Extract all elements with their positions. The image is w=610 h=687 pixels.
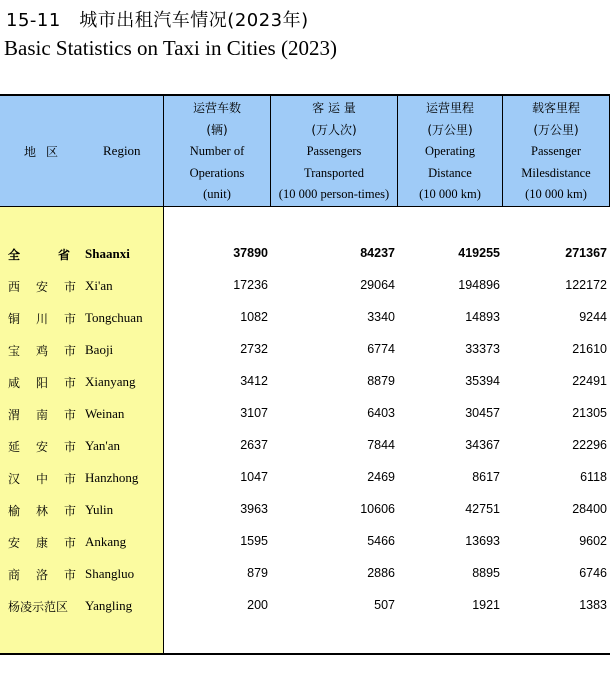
- value-cell: 1082: [240, 310, 268, 324]
- table-row: [0, 564, 610, 584]
- region-name-cn: 汉 中 市: [8, 472, 76, 486]
- table-row: [0, 596, 610, 616]
- table-row: [0, 500, 610, 520]
- header-passenger-milesdistance: [503, 96, 609, 206]
- value-cell: 879: [247, 566, 268, 580]
- value-cell: 2732: [240, 342, 268, 356]
- header-unit-cn: (万人次): [311, 122, 357, 137]
- value-cell: 1595: [240, 534, 268, 548]
- value-cell: 10606: [360, 502, 395, 516]
- value-cell: 28400: [572, 502, 607, 516]
- region-name-cn: 铜 川 市: [8, 312, 76, 326]
- region-name-cn: 全 省: [8, 248, 70, 262]
- region-name-en: Xianyang: [85, 374, 136, 389]
- value-cell: 17236: [233, 278, 268, 292]
- value-cell: 21610: [572, 342, 607, 356]
- value-cell: 22296: [572, 438, 607, 452]
- header-unit-en: (10 000 km): [525, 187, 587, 201]
- header-region-en: Region: [103, 143, 141, 158]
- value-cell: 6774: [367, 342, 395, 356]
- header-label-en: Transported: [304, 165, 364, 180]
- table-row: [0, 308, 610, 328]
- region-name-en: Baoji: [85, 342, 114, 357]
- value-cell: 8617: [472, 470, 500, 484]
- value-cell: 37890: [233, 246, 268, 260]
- region-name-cn: 咸 阳 市: [8, 376, 76, 390]
- table-row: [0, 372, 610, 392]
- value-cell: 29064: [360, 278, 395, 292]
- header-label-en: Operating: [425, 144, 475, 158]
- header-label-en: Number of: [189, 144, 245, 158]
- header-passengers-transported: [271, 96, 397, 206]
- value-cell: 7844: [367, 438, 395, 452]
- region-name-en: Hanzhong: [85, 470, 139, 485]
- table-row: [0, 404, 610, 424]
- region-name-cn: 杨凌示范区: [8, 600, 69, 614]
- value-cell: 3340: [367, 310, 395, 324]
- bottom-rule: [0, 653, 610, 655]
- header-label-cn: 运营里程: [425, 101, 474, 115]
- value-cell: 9244: [579, 310, 607, 324]
- value-cell: 194896: [458, 278, 500, 292]
- header-unit-cn: (万公里): [533, 122, 579, 137]
- table-row: [0, 340, 610, 360]
- value-cell: 14893: [465, 310, 500, 324]
- value-cell: 419255: [458, 246, 500, 260]
- title-english: Basic Statistics on Taxi in Cities (2023): [4, 36, 337, 60]
- value-cell: 22491: [572, 374, 607, 388]
- region-name-en: Shaanxi: [85, 246, 130, 261]
- header-rule: [0, 206, 610, 207]
- table-row: [0, 276, 610, 296]
- value-cell: 84237: [360, 246, 395, 260]
- region-name-en: Yulin: [85, 502, 114, 517]
- header-label-en: Operations: [189, 165, 245, 180]
- header-label-en: Distance: [428, 165, 472, 180]
- region-name-cn: 宝 鸡 市: [8, 344, 76, 358]
- header-unit-en: (10 000 km): [419, 187, 481, 201]
- table-row: [0, 532, 610, 552]
- region-name-cn: 延 安 市: [8, 440, 76, 454]
- value-cell: 3412: [240, 374, 268, 388]
- value-cell: 122172: [565, 278, 607, 292]
- region-name-cn: 商 洛 市: [8, 568, 76, 582]
- header-number-of-operations: [164, 96, 270, 206]
- value-cell: 21305: [572, 406, 607, 420]
- value-cell: 507: [374, 598, 395, 612]
- region-name-cn: 西 安 市: [8, 280, 76, 294]
- header-label-cn: 运营车数: [192, 101, 241, 115]
- region-column-background: [0, 207, 163, 653]
- value-cell: 2886: [367, 566, 395, 580]
- table-row: [0, 436, 610, 456]
- value-cell: 2637: [240, 438, 268, 452]
- value-cell: 9602: [579, 534, 607, 548]
- value-cell: 6118: [580, 470, 607, 484]
- value-cell: 1383: [579, 598, 607, 612]
- region-name-en: Shangluo: [85, 566, 135, 581]
- region-name-cn: 渭 南 市: [8, 408, 76, 422]
- value-cell: 200: [247, 598, 268, 612]
- value-cell: 33373: [465, 342, 500, 356]
- header-label-cn: 载客里程: [531, 101, 580, 115]
- region-name-en: Tongchuan: [85, 310, 143, 325]
- table-row: [0, 244, 610, 264]
- header-unit-en: (10 000 person-times): [278, 187, 390, 201]
- value-cell: 35394: [465, 374, 500, 388]
- region-name-cn: 安 康 市: [8, 536, 76, 550]
- value-cell: 34367: [465, 438, 500, 452]
- table-row: [0, 468, 610, 488]
- header-unit-cn: (万公里): [427, 122, 473, 137]
- value-cell: 271367: [565, 246, 607, 260]
- value-cell: 6403: [367, 406, 395, 420]
- value-cell: 1921: [472, 598, 500, 612]
- region-name-en: Xi'an: [85, 278, 113, 293]
- value-cell: 6746: [579, 566, 607, 580]
- value-cell: 1047: [240, 470, 268, 484]
- value-cell: 42751: [465, 502, 500, 516]
- value-cell: 2469: [367, 470, 395, 484]
- value-cell: 8879: [367, 374, 395, 388]
- header-operating-distance: [398, 96, 502, 206]
- region-name-cn: 榆 林 市: [8, 504, 76, 518]
- header-unit-cn: (辆): [206, 122, 228, 137]
- value-cell: 8895: [472, 566, 500, 580]
- title-chinese: 15-11 城市出租汽车情况(2023年): [6, 10, 309, 31]
- header-label-en: Passenger: [531, 144, 581, 158]
- header-label-cn: 客 运 量: [312, 101, 356, 115]
- header-region-cn: 地区: [24, 145, 69, 159]
- region-name-en: Yan'an: [85, 438, 120, 453]
- region-name-en: Yangling: [85, 598, 133, 613]
- value-cell: 3107: [240, 406, 268, 420]
- region-name-en: Weinan: [85, 406, 125, 421]
- value-cell: 13693: [465, 534, 500, 548]
- value-cell: 30457: [465, 406, 500, 420]
- value-cell: 5466: [367, 534, 395, 548]
- header-label-en: Passengers: [306, 144, 362, 158]
- header-unit-en: (unit): [203, 187, 231, 201]
- value-cell: 3963: [240, 502, 268, 516]
- header-label-en: Milesdistance: [521, 165, 591, 180]
- region-name-en: Ankang: [85, 534, 127, 549]
